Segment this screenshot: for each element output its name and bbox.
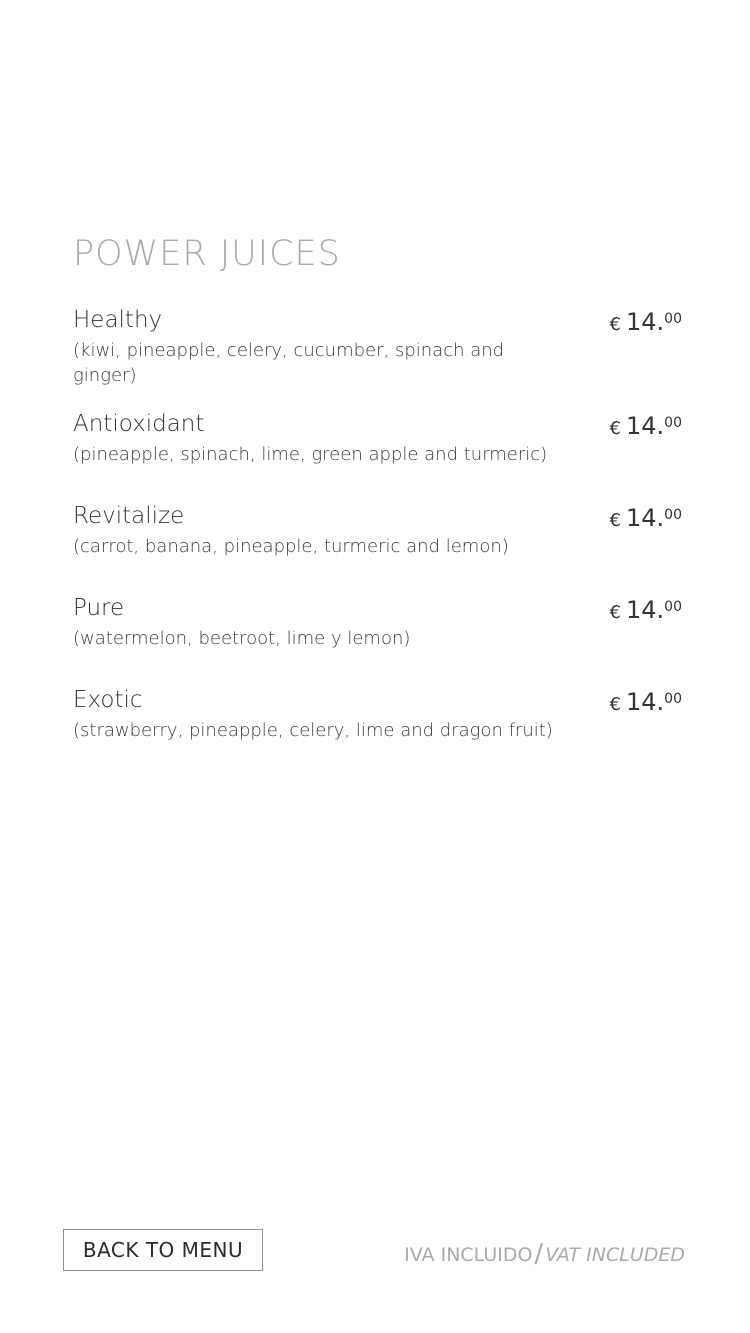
price-currency: € xyxy=(609,694,621,715)
item-price xyxy=(610,593,682,630)
price-amount: 14. xyxy=(626,596,665,624)
price-amount: 14. xyxy=(626,412,665,440)
price-cents: 00 xyxy=(664,311,682,327)
item-description: (carrot, banana, pineapple, turmeric and lemon) xyxy=(73,536,509,557)
price-currency: € xyxy=(609,510,621,531)
vat-note xyxy=(404,1238,685,1270)
item-name: Antioxidant xyxy=(73,411,205,437)
item-name: Pure xyxy=(73,595,125,621)
item-description: (watermelon, beetroot, lime y lemon) xyxy=(73,628,411,649)
price-cents: 00 xyxy=(664,507,682,523)
item-name: Exotic xyxy=(73,687,143,713)
price-currency: € xyxy=(609,602,621,623)
item-description: (pineapple, spinach, lime, green apple and turmeric) xyxy=(73,444,548,465)
price-cents: 00 xyxy=(664,599,682,615)
price-cents: 00 xyxy=(664,415,682,431)
item-price xyxy=(610,501,682,538)
item-price xyxy=(610,305,682,342)
price-cents: 00 xyxy=(664,691,682,707)
vat-english: VAT INCLUDED xyxy=(545,1244,685,1266)
item-description: (kiwi, pineapple, celery, cucumber, spinach and ginger) xyxy=(73,340,505,386)
price-currency: € xyxy=(609,418,621,439)
item-price xyxy=(610,409,682,446)
item-name: Revitalize xyxy=(73,503,185,529)
item-description: (strawberry, pineapple, celery, lime and dragon fruit) xyxy=(73,720,553,741)
price-amount: 14. xyxy=(626,504,665,532)
back-to-menu-button[interactable]: BACK TO MENU xyxy=(63,1229,263,1271)
vat-separator: / xyxy=(534,1239,544,1269)
item-price xyxy=(610,685,682,722)
price-amount: 14. xyxy=(626,688,665,716)
price-amount: 14. xyxy=(626,308,665,336)
vat-spanish: IVA INCLUIDO xyxy=(404,1244,533,1266)
price-currency: € xyxy=(609,314,621,335)
item-name: Healthy xyxy=(73,307,163,333)
section-title: POWER JUICES xyxy=(73,234,341,274)
